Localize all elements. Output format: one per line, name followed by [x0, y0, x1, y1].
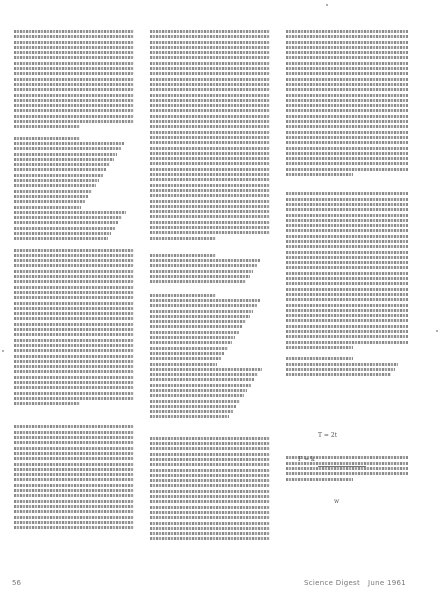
text-line	[150, 168, 270, 171]
text-line	[14, 190, 92, 193]
text-line	[286, 120, 408, 123]
text-line	[14, 447, 134, 450]
text-line	[150, 500, 270, 503]
text-line	[150, 72, 270, 75]
text-line	[150, 41, 270, 44]
text-line	[14, 275, 134, 278]
text-line	[150, 194, 270, 197]
text-line	[150, 410, 233, 413]
text-line	[286, 147, 408, 150]
text-line	[14, 484, 134, 487]
text-line	[14, 500, 134, 503]
text-line	[286, 136, 408, 139]
text-line	[14, 168, 106, 171]
text-line	[14, 99, 134, 102]
text-line	[14, 344, 134, 347]
text-line	[14, 402, 80, 405]
text-line	[150, 352, 224, 355]
text-line	[150, 280, 246, 283]
text-line	[14, 457, 134, 460]
text-line	[150, 104, 270, 107]
text-line	[150, 275, 250, 278]
formula-line-1: T = 2t	[318, 432, 338, 439]
text-line	[14, 174, 103, 177]
text-line	[14, 237, 108, 240]
text-line	[14, 94, 134, 97]
text-line	[150, 315, 250, 318]
text-line	[14, 142, 124, 145]
text-line	[150, 226, 270, 229]
text-line	[14, 46, 134, 49]
text-line	[286, 109, 408, 112]
text-line	[150, 78, 270, 81]
text-line	[150, 389, 247, 392]
text-line	[14, 153, 117, 156]
text-line	[286, 467, 408, 470]
text-line	[14, 505, 134, 508]
text-line	[14, 494, 134, 497]
text-line	[150, 254, 216, 257]
column-middle	[150, 30, 270, 543]
text-line	[14, 478, 134, 481]
text-line	[150, 453, 270, 456]
text-line	[14, 104, 134, 107]
text-line	[14, 195, 88, 198]
text-line	[14, 392, 134, 395]
text-line	[286, 30, 408, 33]
text-line	[286, 56, 408, 59]
text-line	[150, 94, 270, 97]
text-line	[14, 264, 134, 267]
text-line	[150, 415, 229, 418]
text-line	[286, 99, 408, 102]
text-line	[150, 447, 270, 450]
text-line	[14, 452, 134, 455]
text-line	[150, 357, 221, 360]
text-line	[150, 516, 270, 519]
text-line	[150, 484, 270, 487]
text-line	[286, 357, 353, 360]
text-line	[286, 88, 408, 91]
text-line	[150, 405, 236, 408]
text-line	[150, 200, 270, 203]
text-line	[14, 88, 134, 91]
text-line	[150, 56, 270, 59]
formula-fraction-bar	[318, 466, 366, 467]
text-line	[14, 147, 121, 150]
text-line	[286, 282, 408, 285]
text-line	[286, 251, 408, 254]
text-line	[14, 270, 134, 273]
column-right	[286, 30, 408, 483]
text-line	[286, 335, 408, 338]
text-line	[150, 136, 270, 139]
text-line	[150, 331, 239, 334]
text-line	[150, 264, 257, 267]
text-line	[150, 469, 270, 472]
text-line	[286, 272, 408, 275]
text-line	[14, 360, 134, 363]
text-line	[286, 293, 408, 296]
text-line	[14, 67, 134, 70]
text-line	[150, 67, 270, 70]
text-line	[14, 184, 96, 187]
text-line	[150, 152, 270, 155]
text-line	[14, 489, 134, 492]
text-line	[150, 189, 270, 192]
text-line	[150, 88, 270, 91]
text-line	[150, 490, 270, 493]
text-line	[286, 46, 408, 49]
text-line	[286, 208, 408, 211]
page-number: 56	[12, 579, 21, 587]
text-line	[150, 479, 270, 482]
scan-speck	[436, 330, 438, 332]
text-line	[286, 288, 408, 291]
text-line	[286, 115, 408, 118]
text-line	[14, 179, 99, 182]
text-line	[286, 341, 408, 344]
text-line	[14, 317, 134, 320]
text-line	[150, 237, 216, 240]
text-line	[150, 120, 270, 123]
formula-line-3: w	[334, 498, 340, 505]
text-line	[286, 363, 398, 366]
text-line	[150, 115, 270, 118]
text-line	[150, 173, 270, 176]
text-line	[14, 521, 134, 524]
text-line	[14, 232, 111, 235]
text-line	[14, 302, 134, 305]
text-line	[286, 83, 408, 86]
text-line	[14, 510, 134, 513]
text-line	[150, 522, 270, 525]
text-line	[286, 309, 408, 312]
text-line	[286, 245, 408, 248]
text-line	[150, 511, 270, 514]
text-line	[150, 378, 254, 381]
text-line	[14, 291, 134, 294]
text-line	[14, 376, 134, 379]
text-line	[14, 333, 134, 336]
text-line	[14, 436, 134, 439]
running-head: Science Digest	[304, 579, 361, 587]
text-line	[150, 221, 270, 224]
text-line	[14, 163, 110, 166]
text-line	[14, 216, 122, 219]
text-line	[14, 468, 134, 471]
text-line	[286, 319, 408, 322]
text-line	[286, 219, 408, 222]
text-line	[150, 304, 257, 307]
text-line	[150, 363, 217, 366]
text-line	[14, 78, 134, 81]
text-line	[14, 211, 126, 214]
text-line	[286, 35, 408, 38]
text-line	[150, 347, 228, 350]
text-line	[150, 394, 244, 397]
text-line	[286, 41, 408, 44]
text-line	[14, 120, 134, 123]
text-line	[14, 221, 118, 224]
text-line	[286, 298, 408, 301]
text-line	[286, 325, 408, 328]
text-line	[14, 463, 134, 466]
text-line	[286, 478, 353, 481]
scan-speck	[2, 350, 4, 352]
text-line	[150, 310, 253, 313]
text-line	[286, 192, 408, 195]
text-line	[286, 157, 408, 160]
text-line	[14, 286, 134, 289]
text-line	[14, 312, 134, 315]
text-line	[150, 341, 232, 344]
text-line	[286, 62, 408, 65]
text-line	[286, 240, 408, 243]
text-line	[286, 141, 408, 144]
text-line	[286, 304, 408, 307]
text-line	[14, 355, 134, 358]
text-line	[150, 506, 270, 509]
text-line	[150, 131, 270, 134]
text-line	[14, 200, 85, 203]
text-line	[286, 229, 408, 232]
text-line	[14, 425, 134, 428]
text-line	[14, 386, 134, 389]
text-line	[150, 400, 240, 403]
text-line	[14, 125, 80, 128]
text-line	[150, 259, 260, 262]
text-line	[286, 330, 408, 333]
text-line	[286, 235, 408, 238]
text-line	[14, 62, 134, 65]
text-line	[286, 256, 408, 259]
text-line	[14, 109, 134, 112]
text-line	[150, 51, 270, 54]
text-line	[14, 365, 134, 368]
text-line	[150, 299, 260, 302]
text-line	[14, 72, 134, 75]
text-line	[286, 261, 408, 264]
text-line	[286, 368, 395, 371]
text-line	[14, 339, 134, 342]
text-line	[150, 99, 270, 102]
text-line	[286, 198, 408, 201]
text-line	[286, 152, 408, 155]
text-line	[14, 30, 134, 33]
text-line	[150, 474, 270, 477]
text-line	[150, 437, 270, 440]
text-line	[150, 147, 270, 150]
text-line	[14, 370, 134, 373]
text-line	[286, 173, 353, 176]
text-line	[286, 472, 408, 475]
text-line	[150, 162, 270, 165]
text-line	[150, 442, 270, 445]
text-line	[14, 431, 134, 434]
text-line	[14, 516, 134, 519]
text-line	[286, 72, 408, 75]
text-line	[150, 384, 251, 387]
scan-speck	[326, 4, 328, 6]
text-line	[150, 294, 216, 297]
text-line	[14, 35, 134, 38]
text-line	[150, 373, 258, 376]
text-line	[150, 157, 270, 160]
text-line	[286, 162, 408, 165]
text-line	[150, 336, 235, 339]
text-line	[286, 203, 408, 206]
text-line	[150, 210, 270, 213]
text-line	[286, 125, 408, 128]
text-line	[150, 325, 242, 328]
text-line	[150, 30, 270, 33]
running-date: June 1961	[368, 579, 406, 587]
text-line	[286, 51, 408, 54]
text-line	[14, 280, 134, 283]
page-footer	[0, 579, 448, 591]
column-left	[14, 30, 134, 531]
text-line	[150, 458, 270, 461]
text-line	[150, 141, 270, 144]
text-line	[150, 463, 270, 466]
text-line	[14, 397, 134, 400]
text-line	[150, 35, 270, 38]
text-line	[286, 94, 408, 97]
text-line	[286, 104, 408, 107]
text-line	[286, 214, 408, 217]
text-line	[14, 158, 114, 161]
text-line	[150, 62, 270, 65]
text-line	[286, 346, 353, 349]
text-line	[150, 83, 270, 86]
text-line	[286, 224, 408, 227]
text-line	[286, 277, 408, 280]
text-line	[286, 131, 408, 134]
text-line	[14, 254, 134, 257]
text-line	[286, 168, 408, 171]
text-line	[14, 249, 134, 252]
text-line	[150, 205, 270, 208]
text-line	[14, 137, 80, 140]
text-line	[150, 125, 270, 128]
text-line	[150, 109, 270, 112]
text-line	[150, 231, 270, 234]
text-line	[286, 67, 408, 70]
formula-line-2: F = k	[298, 456, 315, 463]
text-line	[150, 532, 270, 535]
text-line	[14, 441, 134, 444]
text-line	[150, 46, 270, 49]
text-line	[14, 473, 134, 476]
text-line	[14, 307, 134, 310]
text-line	[14, 83, 134, 86]
text-line	[14, 227, 115, 230]
text-line	[14, 349, 134, 352]
text-line	[14, 526, 134, 529]
text-line	[14, 115, 134, 118]
text-line	[14, 259, 134, 262]
text-line	[14, 51, 134, 54]
text-line	[150, 527, 270, 530]
text-line	[14, 41, 134, 44]
text-line	[286, 373, 391, 376]
text-line	[150, 178, 270, 181]
text-line	[14, 206, 81, 209]
text-line	[150, 320, 246, 323]
text-line	[286, 314, 408, 317]
text-line	[150, 184, 270, 187]
text-line	[286, 266, 408, 269]
text-line	[150, 215, 270, 218]
text-line	[14, 323, 134, 326]
text-line	[150, 368, 262, 371]
text-line	[150, 537, 270, 540]
text-line	[14, 328, 134, 331]
text-line	[14, 381, 134, 384]
text-line	[150, 495, 270, 498]
text-line	[286, 78, 408, 81]
text-line	[150, 270, 253, 273]
text-line	[14, 56, 134, 59]
text-line	[14, 296, 134, 299]
